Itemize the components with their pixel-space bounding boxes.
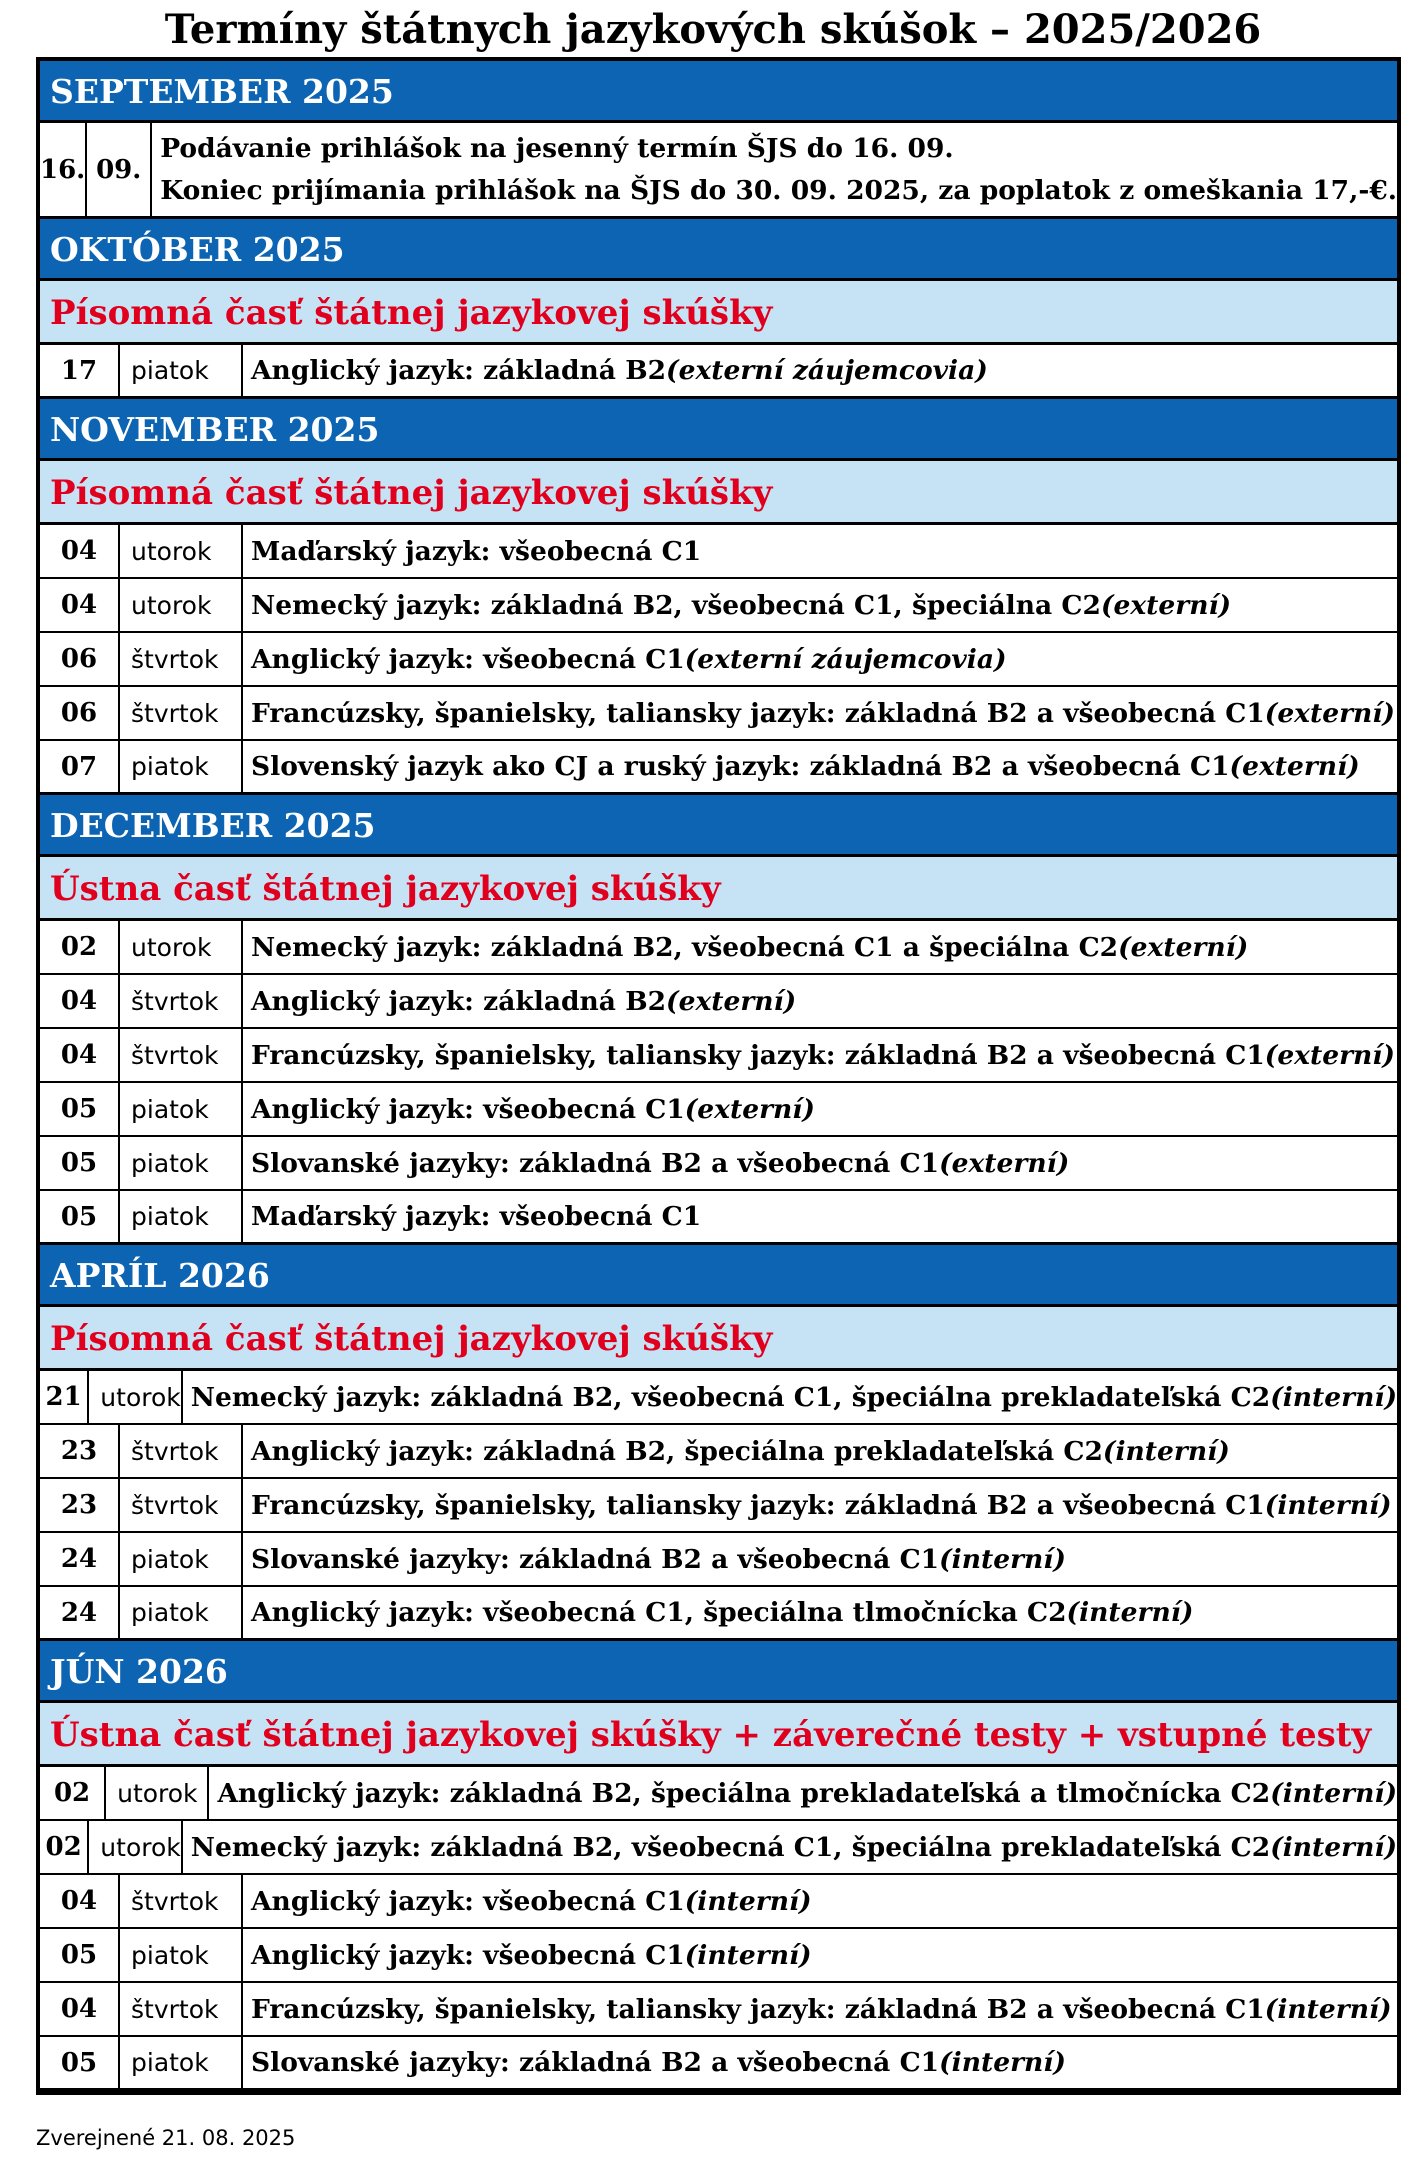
exam-day: 04 [40, 1029, 120, 1081]
exam-note: (interní) [1264, 1489, 1392, 1521]
month-header: NOVEMBER 2025 [40, 399, 1397, 461]
exam-day: 05 [40, 1083, 120, 1135]
exam-weekday: štvrtok [120, 1029, 243, 1081]
exam-weekday: štvrtok [120, 975, 243, 1027]
exam-weekday: utorok [120, 579, 243, 631]
exam-description [243, 1929, 1397, 1981]
exam-weekday: utorok [89, 1371, 182, 1423]
table-row [40, 633, 1397, 687]
exam-name: Nemecký jazyk: základná B2, všeobecná C1 a špeciálna C2 [251, 931, 1119, 963]
exam-note: (externí) [939, 1147, 1070, 1179]
exam-weekday: utorok [120, 525, 243, 577]
exam-day: 05 [40, 2037, 120, 2088]
table-row [40, 579, 1397, 633]
exam-note: (interní) [939, 1543, 1066, 1575]
exam-note: (externí) [1229, 751, 1360, 782]
table-row [40, 975, 1397, 1029]
table-row [40, 1371, 1397, 1425]
page-title: Termíny štátnych jazykových skúšok – 2025/2026 [164, 6, 1262, 53]
exam-description [243, 741, 1397, 792]
exam-note: (interní) [1270, 1831, 1397, 1863]
exam-weekday: piatok [120, 1191, 243, 1242]
exam-day: 24 [40, 1587, 120, 1638]
exam-weekday: utorok [89, 1821, 182, 1873]
exam-description [243, 1479, 1397, 1531]
table-row [40, 1821, 1397, 1875]
table-row [40, 1191, 1397, 1245]
table-row [40, 687, 1397, 741]
exam-day: 04 [40, 525, 120, 577]
exam-name: Anglický jazyk: všeobecná C1 [251, 643, 685, 675]
exam-name: Anglický jazyk: všeobecná C1 [251, 1939, 685, 1971]
exam-description [243, 633, 1397, 685]
table-row [40, 741, 1397, 795]
exam-name: Slovenský jazyk ako CJ a ruský jazyk: základná B2 a všeobecná C1 [251, 751, 1230, 782]
exam-name: Anglický jazyk: základná B2, špeciálna prekladateľská a tlmočnícka C2 [217, 1777, 1271, 1809]
exam-name: Nemecký jazyk: základná B2, všeobecná C1, špeciálna C2 [251, 589, 1101, 621]
exam-note: (interní) [684, 1939, 812, 1971]
section-header: Ústna časť štátnej jazykovej skúšky + záverečné testy + vstupné testy [40, 1703, 1397, 1767]
exam-description [243, 1983, 1397, 2035]
exam-name: Anglický jazyk: všeobecná C1 [251, 1093, 685, 1125]
exam-note: (interní) [1270, 1777, 1397, 1809]
table-row [40, 1983, 1397, 2037]
exam-description [243, 687, 1397, 739]
exam-day: 04 [40, 579, 120, 631]
exam-description [243, 345, 1397, 396]
exam-weekday: utorok [106, 1767, 209, 1819]
exam-name: Maďarský jazyk: všeobecná C1 [251, 1201, 702, 1232]
exam-day: 06 [40, 633, 120, 685]
exam-day: 02 [40, 921, 120, 973]
exam-weekday: piatok [120, 345, 243, 396]
table-row [40, 921, 1397, 975]
exam-description [243, 975, 1397, 1027]
published-date: Zverejnené 21. 08. 2025 [36, 2126, 296, 2150]
exam-description [243, 1587, 1397, 1638]
exam-note: (externí) [1264, 1039, 1395, 1071]
exam-note: (interní) [684, 1885, 812, 1917]
exam-description [243, 525, 1397, 577]
section-header: Písomná časť štátnej jazykovej skúšky [40, 281, 1397, 345]
exam-day: 04 [40, 1875, 120, 1927]
exam-name: Nemecký jazyk: základná B2, všeobecná C1, špeciálna prekladateľská C2 [190, 1381, 1271, 1413]
exam-day: 23 [40, 1479, 120, 1531]
exam-day: 05 [40, 1137, 120, 1189]
table-row [40, 1083, 1397, 1137]
exam-weekday: piatok [120, 741, 243, 792]
section-header: Ústna časť štátnej jazykovej skúšky [40, 857, 1397, 921]
exam-name: Slovanské jazyky: základná B2 a všeobecná C1 [251, 1543, 940, 1575]
month-header: APRÍL 2026 [40, 1245, 1397, 1307]
exam-note: (interní) [1264, 1993, 1392, 2025]
exam-name: Anglický jazyk: všeobecná C1, špeciálna tlmočnícka C2 [251, 1597, 1067, 1628]
exam-day: 05 [40, 1191, 120, 1242]
table-row [40, 1137, 1397, 1191]
exam-description [243, 1137, 1397, 1189]
exam-note: (interní) [1270, 1381, 1397, 1413]
exam-note: (interní) [1066, 1597, 1194, 1628]
exam-weekday: štvrtok [120, 1875, 243, 1927]
table-row [40, 345, 1397, 399]
section-header: Písomná časť štátnej jazykovej skúšky [40, 461, 1397, 525]
month-header: JÚN 2026 [40, 1641, 1397, 1703]
exam-weekday: piatok [120, 1929, 243, 1981]
exam-schedule-table [36, 57, 1401, 2095]
exam-description [243, 1533, 1397, 1585]
exam-day: 06 [40, 687, 120, 739]
table-row [40, 1029, 1397, 1083]
exam-name: Anglický jazyk: základná B2 [251, 985, 667, 1017]
exam-weekday: piatok [120, 1587, 243, 1638]
exam-name: Maďarský jazyk: všeobecná C1 [251, 535, 702, 567]
exam-weekday: piatok [120, 1083, 243, 1135]
exam-name: Anglický jazyk: základná B2, špeciálna prekladateľská C2 [251, 1435, 1103, 1467]
exam-weekday: utorok [120, 921, 243, 973]
exam-name: Francúzsky, španielsky, taliansky jazyk: základná B2 a všeobecná C1 [251, 697, 1265, 729]
table-row [40, 1425, 1397, 1479]
info-line: Podávanie prihlášok na jesenný termín ŠJS do 16. 09. [160, 132, 954, 164]
exam-note: (interní) [1102, 1435, 1230, 1467]
table-row [40, 1479, 1397, 1533]
exam-description [209, 1767, 1397, 1819]
exam-weekday: piatok [120, 2037, 243, 2088]
exam-weekday: štvrtok [120, 687, 243, 739]
table-row [40, 1875, 1397, 1929]
exam-description [152, 123, 1397, 216]
exam-note: (externí) [666, 985, 797, 1017]
table-row [40, 1767, 1397, 1821]
exam-description [183, 1371, 1397, 1423]
exam-day: 04 [40, 975, 120, 1027]
exam-weekday: piatok [120, 1137, 243, 1189]
exam-description [243, 1083, 1397, 1135]
month-header: SEPTEMBER 2025 [40, 61, 1397, 123]
exam-note: (externí) [1118, 931, 1249, 963]
exam-description [243, 1875, 1397, 1927]
exam-description [183, 1821, 1397, 1873]
table-row [40, 1587, 1397, 1641]
exam-note: (externí) [684, 1093, 815, 1125]
exam-day: 02 [40, 1821, 89, 1873]
exam-note: (externí) [1264, 697, 1395, 729]
exam-weekday: štvrtok [120, 633, 243, 685]
exam-description [243, 1425, 1397, 1477]
exam-weekday: štvrtok [120, 1425, 243, 1477]
exam-description [243, 1029, 1397, 1081]
exam-weekday: štvrtok [120, 1983, 243, 2035]
exam-name: Francúzsky, španielsky, taliansky jazyk: základná B2 a všeobecná C1 [251, 1039, 1265, 1071]
exam-name: Anglický jazyk: základná B2 [251, 355, 667, 386]
exam-name: Francúzsky, španielsky, taliansky jazyk: základná B2 a všeobecná C1 [251, 1993, 1265, 2025]
table-row [40, 1929, 1397, 1983]
exam-weekday: štvrtok [120, 1479, 243, 1531]
exam-weekday: piatok [120, 1533, 243, 1585]
table-row [40, 2037, 1397, 2091]
exam-description [243, 1191, 1397, 1242]
exam-day: 07 [40, 741, 120, 792]
exam-note: (externí záujemcovia) [684, 643, 1007, 675]
exam-note: (externí) [1100, 589, 1232, 621]
exam-name: Francúzsky, španielsky, taliansky jazyk: základná B2 a všeobecná C1 [251, 1489, 1265, 1521]
exam-day: 02 [40, 1767, 106, 1819]
exam-name: Nemecký jazyk: základná B2, všeobecná C1, špeciálna prekladateľská C2 [190, 1831, 1271, 1863]
table-row [40, 525, 1397, 579]
table-row [40, 123, 1397, 219]
exam-note: (externí záujemcovia) [666, 355, 988, 386]
exam-day: 24 [40, 1533, 120, 1585]
table-row [40, 1533, 1397, 1587]
exam-day: 21 [40, 1371, 89, 1423]
exam-name: Slovanské jazyky: základná B2 a všeobecná C1 [251, 2047, 940, 2078]
exam-description [243, 579, 1397, 631]
exam-day: 17 [40, 345, 120, 396]
exam-day: 23 [40, 1425, 120, 1477]
exam-day: 05 [40, 1929, 120, 1981]
exam-name: Anglický jazyk: všeobecná C1 [251, 1885, 685, 1917]
exam-day: 04 [40, 1983, 120, 2035]
exam-description [243, 921, 1397, 973]
exam-weekday: 09. [87, 123, 152, 216]
exam-description [243, 2037, 1397, 2088]
exam-note: (interní) [939, 2047, 1066, 2078]
exam-name: Slovanské jazyky: základná B2 a všeobecná C1 [251, 1147, 940, 1179]
info-line: Koniec prijímania prihlášok na ŠJS do 30. 09. 2025, za poplatok z omeškania 17,-€. [160, 174, 1397, 206]
month-header: OKTÓBER 2025 [40, 219, 1397, 281]
month-header: DECEMBER 2025 [40, 795, 1397, 857]
section-header: Písomná časť štátnej jazykovej skúšky [40, 1307, 1397, 1371]
exam-day: 16. [40, 123, 87, 216]
